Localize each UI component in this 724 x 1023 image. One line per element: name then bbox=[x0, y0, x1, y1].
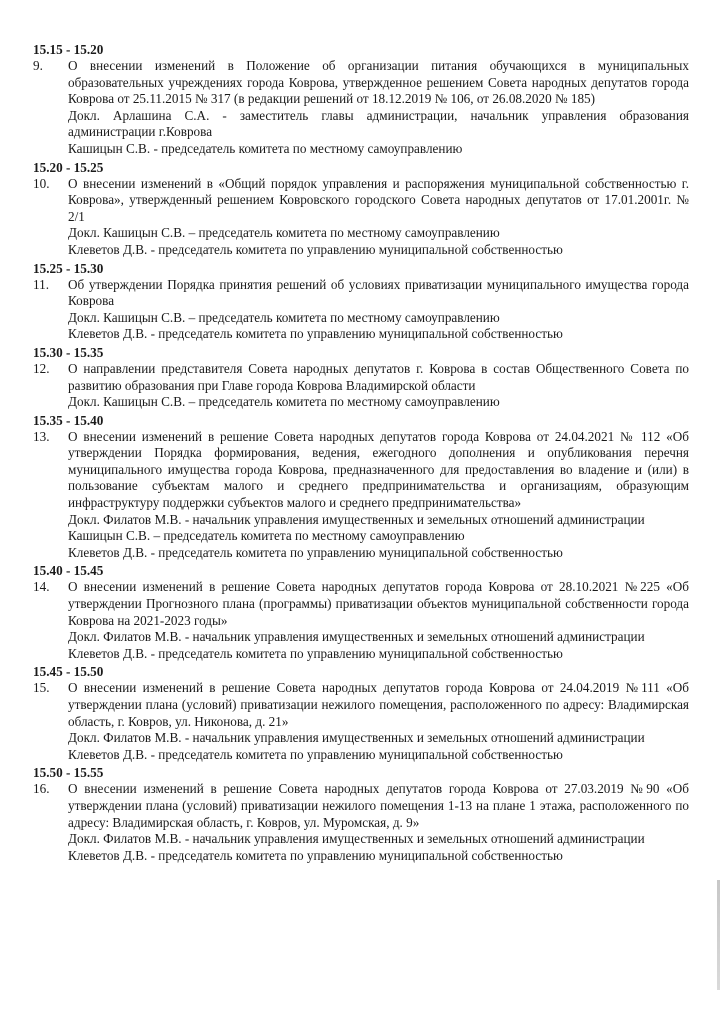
item-title: О внесении изменений в решение Совета народных депутатов города Коврова от 28.10.2021 №225 «Об утверждении Прогнозного плана (программы) приватизации объектов муниципальной собственности города Коврова на 2021-2023 годы» bbox=[68, 579, 689, 628]
time-slot: 15.45 - 15.50 bbox=[33, 664, 104, 680]
item-body bbox=[68, 176, 689, 259]
speaker-line: Клеветов Д.В. - председатель комитета по управлению муниципальной собственностью bbox=[68, 544, 563, 560]
agenda-item bbox=[0, 277, 724, 343]
agenda-item bbox=[0, 781, 724, 864]
item-number: 16. bbox=[33, 781, 50, 797]
item-number: 11. bbox=[33, 276, 49, 292]
speaker-line: Докл. Филатов М.В. - начальник управления имущественных и земельных отношений администрации bbox=[68, 511, 645, 527]
item-number: 10. bbox=[33, 175, 50, 191]
item-title: О внесении изменений в решение Совета народных депутатов города Коврова от 24.04.2021 № 112 «Об утверждении Порядка формирования, ведения, ежегодного дополнения и опубликования перечня муниципального имущества города Коврова, предназначенного для предоставления во владение и (или) в пользование субъектам малого и среднего предпринимательства и организациям, образующим инфраструктуру поддержки субъектов малого и среднего предпринимательства» bbox=[68, 428, 689, 511]
scan-edge-mark bbox=[717, 880, 720, 990]
time-slot: 15.40 - 15.45 bbox=[33, 563, 104, 579]
agenda-item bbox=[0, 579, 724, 662]
item-body bbox=[68, 429, 689, 562]
item-body bbox=[68, 781, 689, 864]
time-slot: 15.15 - 15.20 bbox=[33, 42, 104, 57]
speaker-line: Докл. Филатов М.В. - начальник управления имущественных и земельных отношений администрации bbox=[68, 629, 645, 645]
agenda-item bbox=[0, 361, 724, 411]
item-number: 14. bbox=[33, 579, 50, 595]
agenda-item bbox=[0, 58, 724, 158]
speaker-line: Клеветов Д.В. - председатель комитета по управлению муниципальной собственностью bbox=[68, 847, 563, 863]
speaker-line: Кашицын С.В. - председатель комитета по местному самоуправлению bbox=[68, 140, 463, 156]
item-title: О внесении изменений в решение Совета народных депутатов города Коврова от 27.03.2019 №90 «Об утверждении плана (условий) приватизации нежилого помещения 1-13 на плане 1 этажа, расположенного по адресу: Владимирская область, г. Ковров, ул. Муромская, д. 9» bbox=[68, 781, 689, 830]
item-body bbox=[68, 680, 689, 763]
time-slot: 15.35 - 15.40 bbox=[33, 412, 104, 428]
item-title: Об утверждении Порядка принятия решений об условиях приватизации муниципального имущества города Коврова bbox=[68, 276, 689, 309]
speaker-line: Докл. Арлашина С.А. - заместитель главы администрации, начальник управления образования администрации г.Коврова bbox=[68, 107, 689, 140]
time-slot: 15.50 - 15.55 bbox=[33, 765, 104, 781]
item-number: 15. bbox=[33, 680, 50, 696]
speaker-line: Клеветов Д.В. - председатель комитета по управлению муниципальной собственностью bbox=[68, 645, 563, 661]
speaker-line: Докл. Кашицын С.В. – председатель комитета по местному самоуправлению bbox=[68, 309, 500, 325]
item-body bbox=[68, 579, 689, 662]
speaker-line: Докл. Кашицын С.В. – председатель комитета по местному самоуправлению bbox=[68, 394, 500, 410]
item-body bbox=[68, 58, 689, 158]
speaker-line: Докл. Филатов М.В. - начальник управления имущественных и земельных отношений администрации bbox=[68, 831, 645, 847]
item-number: 12. bbox=[33, 360, 50, 376]
time-slot: 15.30 - 15.35 bbox=[33, 344, 104, 360]
agenda-item bbox=[0, 680, 724, 763]
speaker-line: Докл. Филатов М.В. - начальник управления имущественных и земельных отношений администрации bbox=[68, 730, 645, 746]
item-number: 13. bbox=[33, 428, 50, 444]
item-title: О внесении изменений в «Общий порядок управления и распоряжения муниципальной собственностью г. Коврова», утвержденный решением Ковровского городского Совета народных депутатов от 17.01.2001г. № 2/1 bbox=[68, 175, 689, 224]
speaker-line: Докл. Кашицын С.В. – председатель комитета по местному самоуправлению bbox=[68, 225, 500, 241]
item-title: О внесении изменений в решение Совета народных депутатов города Коврова от 24.04.2019 №111 «Об утверждении плана (условий) приватизации нежилого помещения, расположенного по адресу: Владимирская область, г. Ковров, ул. Никонова, д. 21» bbox=[68, 680, 689, 729]
speaker-line: Клеветов Д.В. - председатель комитета по управлению муниципальной собственностью bbox=[68, 746, 563, 762]
item-title: О внесении изменений в Положение об организации питания обучающихся в муниципальных образовательных учреждениях города Коврова, утвержденное решением Совета народных депутатов города Коврова от 25.11.2015 № 317 (в редакции решений от 18.12.2019 № 106, от 26.08.2020 № 185) bbox=[68, 58, 689, 107]
time-slot: 15.20 - 15.25 bbox=[33, 159, 104, 175]
item-title: О направлении представителя Совета народных депутатов г. Коврова в состав Общественного Совета по развитию образования при Главе города Коврова Владимирской области bbox=[68, 360, 689, 393]
agenda-item bbox=[0, 176, 724, 259]
agenda-item bbox=[0, 429, 724, 562]
speaker-line: Клеветов Д.В. - председатель комитета по управлению муниципальной собственностью bbox=[68, 326, 563, 342]
agenda-page bbox=[0, 40, 724, 864]
time-slot: 15.25 - 15.30 bbox=[33, 260, 104, 276]
item-body bbox=[68, 361, 689, 411]
item-body bbox=[68, 277, 689, 343]
speaker-line: Кашицын С.В. – председатель комитета по местному самоуправлению bbox=[68, 528, 465, 544]
speaker-line: Клеветов Д.В. - председатель комитета по управлению муниципальной собственностью bbox=[68, 241, 563, 257]
item-number: 9. bbox=[33, 58, 43, 73]
